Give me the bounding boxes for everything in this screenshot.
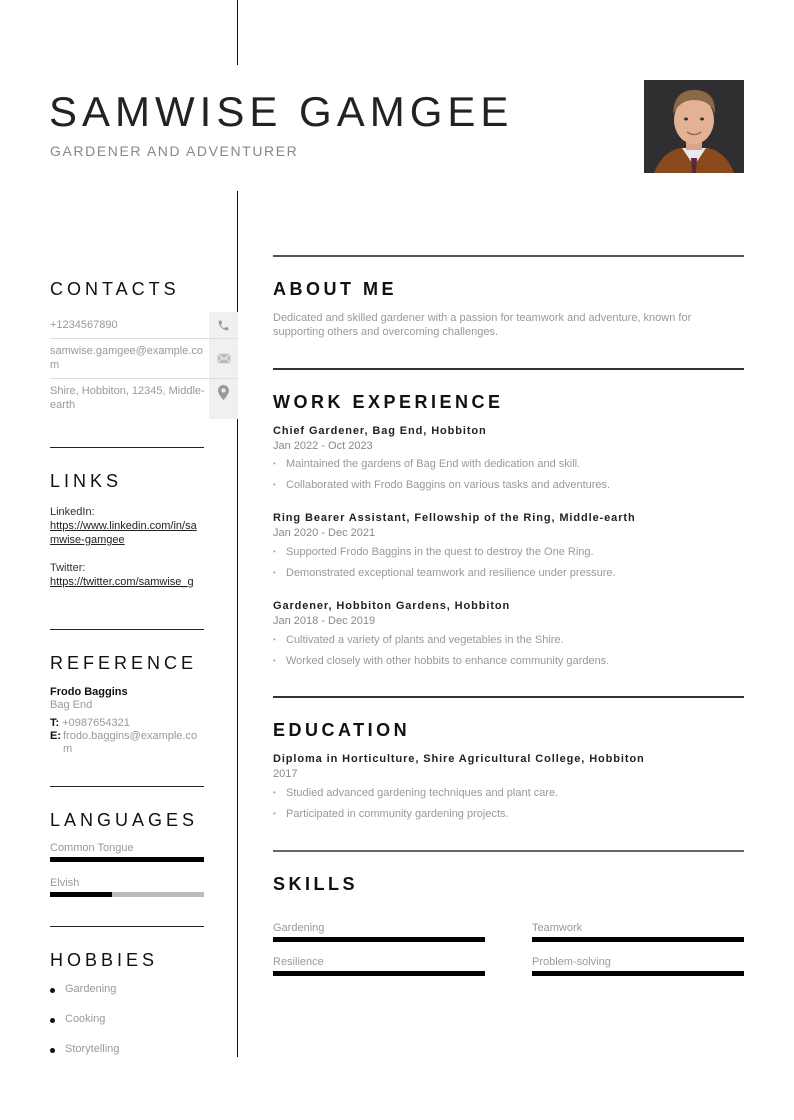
candidate-name: SAMWISE GAMGEE	[49, 88, 514, 135]
hobby-label: Cooking	[65, 1013, 106, 1025]
hobby-item	[50, 983, 116, 995]
reference-section	[50, 653, 204, 756]
about-heading: ABOUT ME	[273, 279, 397, 299]
links-section	[50, 471, 204, 589]
job-dates: Jan 2022 - Oct 2023	[273, 440, 373, 452]
reference-email-row	[50, 730, 204, 756]
language-name: Common Tongue	[50, 842, 134, 854]
contacts-section	[50, 279, 204, 300]
links-heading: LINKS	[50, 471, 123, 491]
reference-phone-label: T:	[50, 717, 60, 729]
reference-company: Bag End	[50, 699, 93, 711]
languages-heading: LANGUAGES	[50, 810, 199, 830]
reference-email-label: E:	[50, 730, 61, 742]
skill-label: Teamwork	[532, 922, 583, 934]
skill-bar	[532, 937, 744, 942]
languages-section	[50, 810, 204, 897]
bullet-text: Worked closely with other hobbits to enhance community gardens.	[286, 655, 610, 667]
language-item	[50, 841, 204, 862]
skill-bar	[273, 971, 485, 976]
contact-phone-value: +1234567890	[50, 319, 118, 331]
reference-email[interactable]: frodo.baggins@example.com	[63, 730, 198, 755]
hobby-item	[50, 1043, 119, 1055]
linkedin-label: LinkedIn:	[50, 506, 95, 518]
job-bullet	[273, 634, 564, 646]
contacts-heading: CONTACTS	[50, 279, 180, 299]
language-level-bar	[50, 892, 204, 897]
divider-top	[237, 0, 238, 65]
language-level-bar	[50, 857, 204, 862]
envelope-icon	[209, 339, 238, 378]
skill-label: Problem-solving	[532, 956, 611, 968]
skill-label: Gardening	[273, 922, 325, 934]
hobby-item	[50, 1013, 105, 1025]
skill-item	[532, 921, 744, 942]
contact-address	[50, 379, 238, 419]
job-bullet	[273, 655, 609, 667]
reference-phone-row	[50, 717, 204, 730]
profile-photo	[644, 80, 744, 173]
education-heading: EDUCATION	[273, 720, 411, 740]
degree-year: 2017	[273, 768, 298, 780]
language-name: Elvish	[50, 877, 80, 889]
job-bullet	[273, 458, 580, 470]
divider	[50, 926, 204, 927]
linkedin-link[interactable]: https://www.linkedin.com/in/samwise-gamgee	[50, 520, 197, 546]
contact-address-value: Shire, Hobbiton, 12345, Middle-earth	[50, 385, 205, 411]
bullet-text: Participated in community gardening projects.	[286, 808, 509, 820]
divider	[50, 786, 204, 787]
link-item-twitter	[50, 561, 204, 589]
language-level-fill	[50, 892, 112, 897]
phone-icon	[209, 312, 238, 338]
hobbies-section	[50, 950, 204, 971]
twitter-link[interactable]: https://twitter.com/samwise_g	[50, 576, 194, 588]
skill-item	[273, 955, 485, 976]
skill-label: Resilience	[273, 956, 324, 968]
education-bullet	[273, 787, 558, 799]
divider	[273, 255, 744, 257]
job-title: Ring Bearer Assistant, Fellowship of the Ring, Middle-earth	[273, 512, 636, 524]
twitter-label: Twitter:	[50, 562, 86, 574]
hobby-label: Storytelling	[65, 1043, 120, 1055]
job-dates: Jan 2018 - Dec 2019	[273, 615, 376, 627]
divider	[273, 850, 744, 852]
skill-bar	[273, 937, 485, 942]
bullet-text: Studied advanced gardening techniques and plant care.	[286, 787, 559, 799]
job-bullet	[273, 567, 616, 579]
candidate-title: GARDENER AND ADVENTURER	[50, 143, 299, 159]
skills-heading: SKILLS	[273, 874, 359, 894]
bullet-text: Supported Frodo Baggins in the quest to destroy the One Ring.	[286, 546, 594, 558]
link-item-linkedin	[50, 505, 204, 547]
reference-phone: +0987654321	[62, 717, 130, 729]
degree-title: Diploma in Horticulture, Shire Agricultural College, Hobbiton	[273, 753, 645, 765]
hobbies-heading: HOBBIES	[50, 950, 159, 970]
divider	[273, 696, 744, 698]
job-bullet	[273, 479, 610, 491]
language-item	[50, 876, 204, 897]
job-title: Chief Gardener, Bag End, Hobbiton	[273, 425, 487, 437]
bullet-text: Collaborated with Frodo Baggins on various tasks and adventures.	[286, 479, 611, 491]
divider	[50, 447, 204, 448]
about-text: Dedicated and skilled gardener with a passion for teamwork and adventure, known for supporting others and overcoming challenges.	[273, 312, 692, 338]
contact-email-value[interactable]: samwise.gamgee@example.com	[50, 345, 204, 371]
skill-item	[273, 921, 485, 942]
bullet-text: Maintained the gardens of Bag End with dedication and skill.	[286, 458, 581, 470]
bullet-text: Cultivated a variety of plants and vegetables in the Shire.	[286, 634, 564, 646]
map-pin-icon	[209, 379, 238, 419]
contact-email	[50, 339, 238, 379]
contact-phone	[50, 312, 238, 339]
divider	[273, 368, 744, 370]
bullet-text: Demonstrated exceptional teamwork and resilience under pressure.	[286, 567, 616, 579]
skill-bar	[532, 971, 744, 976]
education-bullet	[273, 808, 509, 820]
divider	[50, 629, 204, 630]
hobby-label: Gardening	[65, 983, 117, 995]
job-bullet	[273, 546, 594, 558]
work-heading: WORK EXPERIENCE	[273, 392, 504, 412]
job-dates: Jan 2020 - Dec 2021	[273, 527, 376, 539]
job-title: Gardener, Hobbiton Gardens, Hobbiton	[273, 600, 511, 612]
reference-name: Frodo Baggins	[50, 686, 128, 698]
language-level-fill	[50, 857, 204, 862]
skill-item	[532, 955, 744, 976]
reference-heading: REFERENCE	[50, 653, 198, 673]
